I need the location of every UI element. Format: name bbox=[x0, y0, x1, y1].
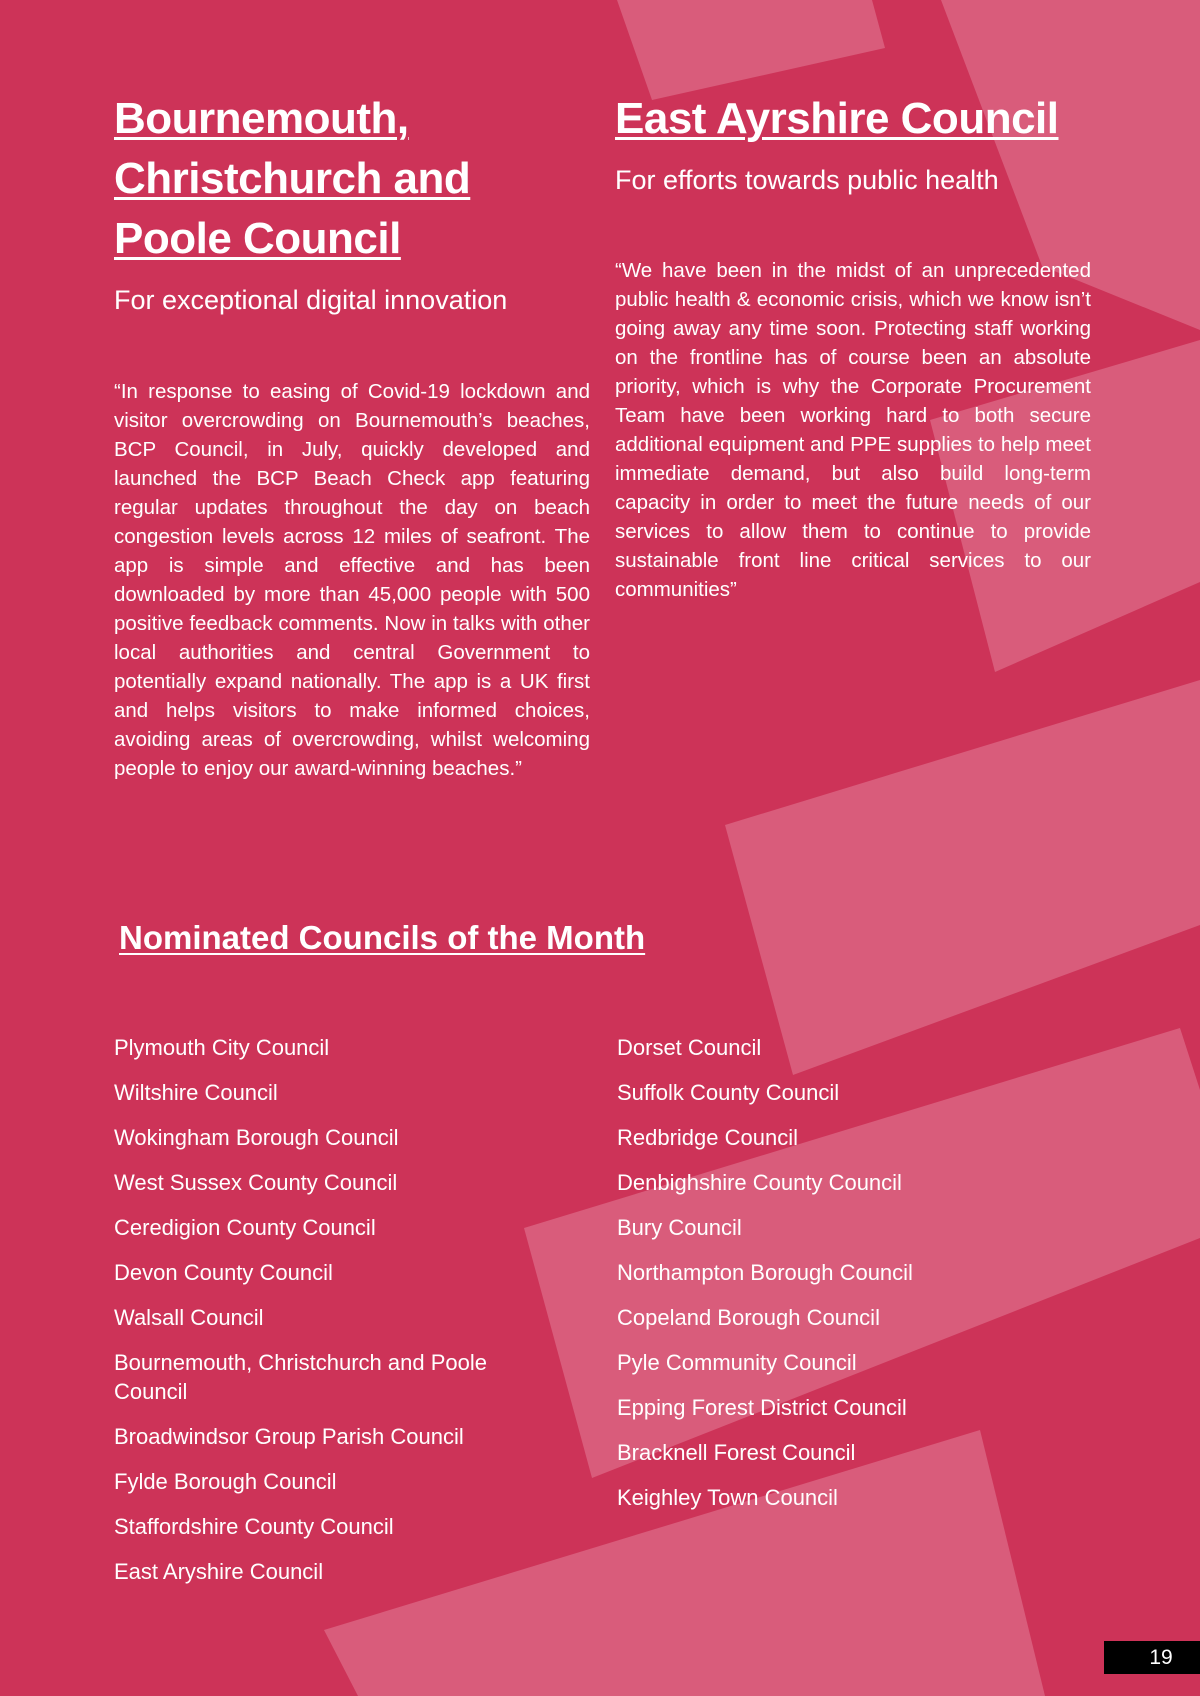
right-award-subtitle: For efforts towards public health bbox=[615, 165, 999, 195]
list-item: Northampton Borough Council bbox=[617, 1260, 913, 1285]
list-item: Epping Forest District Council bbox=[617, 1395, 907, 1420]
list-item: East Aryshire Council bbox=[114, 1559, 324, 1584]
right-award-quote: “We have been in the midst of an unprecedented public health & economic crisis, which we know isn’t going away any time soon. Protecting staff working on the frontline has of course been an absolute priority, which is why the Corporate Procurement Team have been working hard to both secure additional equipment and PPE supplies to help meet immediate demand, but also build long-term capacity in order to meet the future needs of our services to allow them to continue to provide sustainable front line critical services to our communities” bbox=[615, 259, 1091, 601]
list-item: Denbighshire County Council bbox=[617, 1170, 902, 1195]
list-item: Pyle Community Council bbox=[617, 1350, 857, 1375]
page-number: 19 bbox=[1104, 1641, 1200, 1674]
list-item: Wokingham Borough Council bbox=[114, 1125, 399, 1150]
left-award-title-line: Bournemouth, bbox=[114, 94, 409, 143]
list-item: Wiltshire Council bbox=[114, 1080, 278, 1105]
left-award-subtitle: For exceptional digital innovation bbox=[114, 285, 508, 315]
list-item: Broadwindsor Group Parish Council bbox=[114, 1424, 464, 1449]
left-award-title-line: Christchurch and bbox=[114, 154, 471, 203]
list-item: Keighley Town Council bbox=[617, 1485, 838, 1510]
nominated-right-list bbox=[617, 1033, 1077, 1528]
list-item: West Sussex County Council bbox=[114, 1170, 398, 1195]
left-award-quote: “In response to easing of Covid-19 lockdown and visitor overcrowding on Bournemouth’s beaches, BCP Council, in July, quickly developed and launched the BCP Beach Check app featuring regular updates throughout the day on beach congestion levels across 12 miles of seafront. The app is simple and effective and has been downloaded by more than 45,000 people with 500 positive feedback comments. Now in talks with other local authorities and central Government to potentially expand nationally. The app is a UK first and helps visitors to make informed choices, avoiding areas of overcrowding, whilst welcoming people to enjoy our award-winning beaches.” bbox=[114, 380, 590, 780]
list-item: Walsall Council bbox=[114, 1305, 264, 1330]
list-item: Ceredigion County Council bbox=[114, 1215, 376, 1240]
list-item: Bracknell Forest Council bbox=[617, 1440, 856, 1465]
list-item: Suffolk County Council bbox=[617, 1080, 840, 1105]
list-item: Dorset Council bbox=[617, 1035, 762, 1060]
list-item: Redbridge Council bbox=[617, 1125, 798, 1150]
list-item: Bury Council bbox=[617, 1215, 742, 1240]
list-item: Fylde Borough Council bbox=[114, 1469, 337, 1494]
list-item: Bournemouth, Christchurch and Poole Council bbox=[114, 1350, 487, 1404]
list-item: Staffordshire County Council bbox=[114, 1514, 394, 1539]
list-item: Plymouth City Council bbox=[114, 1035, 330, 1060]
nominated-heading: Nominated Councils of the Month bbox=[119, 919, 646, 956]
left-award-title bbox=[114, 89, 594, 269]
nominated-left-list bbox=[114, 1033, 544, 1602]
list-item: Copeland Borough Council bbox=[617, 1305, 880, 1330]
list-item: Devon County Council bbox=[114, 1260, 333, 1285]
left-award-title-line: Poole Council bbox=[114, 214, 401, 263]
right-award-title: East Ayrshire Council bbox=[615, 94, 1059, 143]
